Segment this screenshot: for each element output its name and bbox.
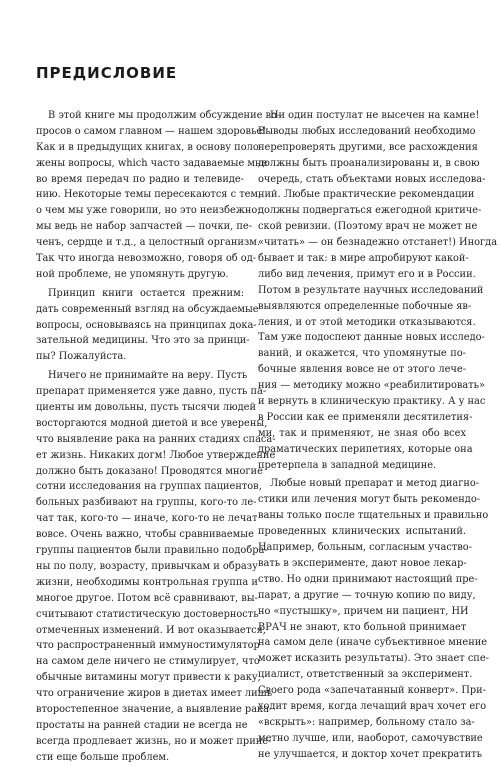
text-line: бочные явления вовсе не от этого лече- [258, 364, 466, 376]
text-line: ны по полу, возрасту, привычкам и образу [36, 560, 258, 572]
text-line: в России как ее применяли десятилетия- [258, 411, 473, 423]
text-line: группы пациентов были правильно подобра- [36, 545, 268, 557]
left-text-column [36, 108, 281, 766]
text-line: бывает и так: в мире апробируют какой- [258, 253, 469, 265]
text-line: ния — методику можно «реабилитировать» [258, 380, 485, 392]
text-line: на самом деле (иначе субъективное мнение [258, 637, 488, 649]
text-line: чат так, кого-то — иначе, кого-то не лечат [36, 513, 258, 525]
text-line: многое другое. Потом всё сравнивают, вы- [36, 592, 258, 604]
text-line: драматических перипетиях, которые она [258, 443, 473, 455]
text-line: и вернуть в клиническую практику. А у нас [258, 396, 486, 408]
text-line: ний. Любые практические рекомендации [258, 189, 475, 201]
text-line: циалист, ответственный за эксперимент. [258, 669, 473, 681]
text-line: Как и в предыдущих книгах, в основу поло- [36, 141, 263, 153]
text-line: что ограничение жиров в диетах имеет лишь [36, 688, 273, 700]
text-line: Потом в результате научных исследований [258, 284, 484, 296]
text-line: жены вопросы, which часто задаваемые мне [36, 157, 268, 169]
text-line: сотни исследования на группах пациентов, [36, 481, 262, 493]
text-line: может исказить результаты). Это знает спе- [258, 653, 489, 665]
text-line: сти еще больше проблем. [36, 751, 170, 763]
text-line: пы? Пожалуйста. [36, 351, 127, 363]
text-line: что распространенный иммуностимулятор [36, 640, 260, 652]
text-line: Так что иногда невозможно, говоря об од- [36, 253, 257, 265]
text-line: В этой книге мы продолжим обсуждение во- [48, 110, 281, 121]
text-line: во время передач по радио и телевиде- [36, 173, 244, 185]
text-line: метно лучше, или, наоборот, самочувствие [258, 732, 483, 744]
text-line: дать современный взгляд на обсуждаемые [36, 303, 259, 315]
text-line: ет жизнь. Никаких догм! Любое утверждение [36, 449, 276, 461]
page-heading: ПРЕДИСЛОВИЕ [36, 64, 178, 82]
text-line: Принцип книги остается прежним: [48, 287, 244, 299]
text-line: ченъ, сердце и т.д., а целостный организм. [36, 237, 260, 249]
text-line: Там уже подоспеют данные новых исследо- [258, 332, 485, 344]
text-line: препарат применяется уже давно, пусть па- [36, 386, 267, 398]
text-line: мы ведь не набор запчастей — почки, пе- [36, 221, 253, 233]
text-line: больных разбивают на группы, кого-то ле- [36, 497, 257, 509]
text-line: ми, так и применяют, не зная обо всех [258, 427, 466, 439]
text-line: Своего рода «запечатанный конверт». При- [258, 685, 487, 697]
text-line: ство. Но одни принимают настоящий пре- [258, 573, 478, 585]
text-line: парат, а другие — точную копию по виду, [258, 589, 476, 601]
text-line: простаты на ранней стадии не всегда не [36, 719, 248, 731]
text-line: нию. Некоторые темы пересекаются с тем, [36, 189, 262, 201]
text-line: вать в эксперименте, дают новое лекар- [258, 557, 467, 569]
text-line: ВРАЧ не знают, кто больной принимает [258, 621, 467, 633]
text-line: Выводы любых исследований необходимо [258, 125, 476, 137]
text-line: проведенных клинических испытаний. [258, 526, 466, 538]
text-line: не улучшается, и доктор хочет прекратить [258, 748, 482, 760]
text-line: но «пустышку», причем ни пациент, НИ [258, 605, 469, 617]
text-line: «читать» — он безнадежно отстанет!) Иногда [258, 237, 498, 249]
text-line: ваний, и окажется, что упомянутые по- [258, 348, 466, 360]
text-line: на самом деле ничего не стимулирует, что [36, 656, 260, 668]
text-line: о чем мы уже говорили, но это неизбежно: [36, 205, 261, 217]
text-line: перепроверять другими, все расхождения [258, 141, 478, 153]
text-line: должны подвергаться ежегодной критиче- [258, 205, 482, 217]
text-line: циенты им довольны, пусть тысячи людей [36, 402, 256, 414]
text-line: всегда продлевает жизнь, но и может прине- [36, 735, 272, 747]
text-line: должно быть доказано! Проводятся многие [36, 465, 263, 477]
text-line: просов о самом главном — нашем здоровье! [36, 125, 267, 137]
text-line: ходит время, когда лечащий врач хочет его [258, 700, 487, 712]
text-line: Любые новый препарат и метод диагно- [270, 478, 480, 490]
text-line: вопросы, основываясь на принципах дока- [36, 319, 257, 331]
text-line: ления, и от этой методики отказываются. [258, 316, 476, 328]
text-line: обычные витамины могут привести к раку, [36, 672, 261, 684]
text-line: Например, больным, согласным участво- [258, 542, 473, 554]
text-line: ной проблеме, не упомянуть другую. [36, 268, 229, 280]
text-line: «вскрыть»: например, больному стало за- [258, 716, 475, 728]
text-line: стики или лечения могут быть рекомендо- [258, 494, 481, 506]
text-line: вовсе. Очень важно, чтобы сравниваемые [36, 529, 254, 541]
text-line: Ни один постулат не высечен на камне! [270, 110, 480, 121]
text-line: ваны только после тщательных и правильно [258, 510, 489, 522]
right-text-column [258, 108, 498, 763]
text-line: зательной медицины. Что это за принци- [36, 335, 250, 347]
text-line: Ничего не принимайте на веру. Пусть [48, 370, 248, 382]
text-line: восторгаются модной диетой и все уверены, [36, 417, 268, 429]
text-line: ской ревизии. (Поэтому врач не может не [258, 221, 478, 233]
text-line: отмеченных изменений. И вот оказывается, [36, 624, 266, 636]
text-line: должны быть проанализированы и, в свою [258, 157, 480, 169]
text-line: жизни, необходимы контрольная группа и [36, 576, 258, 588]
text-line: претерпела в западной медицине. [258, 459, 437, 471]
text-line: считывают статистическую достоверность [36, 608, 259, 620]
text-line: очередь, стать объектами новых исследова- [258, 173, 486, 185]
text-line: второстепенное значение, а выявление рака [36, 703, 270, 715]
text-line: либо вид лечения, примут его и в России. [258, 268, 476, 280]
text-line: что выявление рака на ранних стадиях спаса- [36, 433, 276, 445]
text-line: выявляются определенные побочные яв- [258, 300, 472, 312]
